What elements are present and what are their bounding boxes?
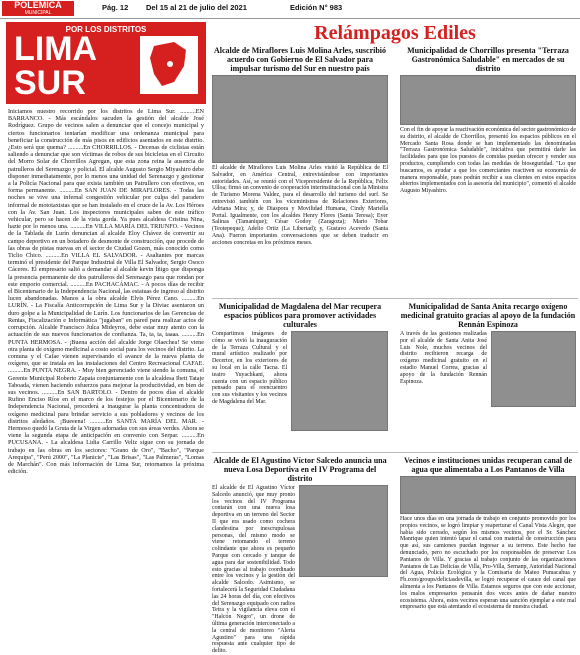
edition-dates: Del 15 al 21 de julio del 2021 [146,3,247,12]
section-divider [212,298,578,299]
article-headline: Alcalde de El Agustino Víctor Salcedo anuncia una nueva Losa Deportiva en el IV Programa del distrito [213,456,387,483]
page-number: Pág. 12 [102,3,129,12]
article-headline: Municipalidad de Magdalena del Mar recupera espacios públicos para promover actividades culturales [218,302,382,329]
article-pantanos-de-villa [400,456,576,642]
article-magdalena [212,302,388,450]
article-body: Hace unos días en una jornada de trabajo en conjunto promovido por los propios vecinos, se logró limpiar y reaperturar el Canal Vista Alegre, que había sido cerrado, según los mismos vecinos, por el Sr. Sánchez Manrique quien intentó tapar el canal con material de construcción para que así, sus camiones puedan ingresar a su terreno. Este hecho fue denunciado, pero no escuchado por los responsables de preservar Los Pantanos de Villa. Y gracias al trabajo conjunto de las organizaciones Pantanos de Las Delicias de Villa, Pro-Villa, Sernanp, Autoridad Nacional del Agua, Policía Ecológica y la Comisaría de Mateo Pumacahua y Fb.com/groups/deliciasdevilla, se logró recuperar el cauce del canal que alimenta a los Pantanos de Villa. Estamos seguros que con este accionar, los malos empresarios pensarán dos veces antes de dañar nuestro ecosistema. Ahora, estos vecinos esperan una sanción ejemplar a este mal empresario que está atentando el ecosistema de nuestra ciudad. [400,516,576,611]
article-headline: Municipalidad de Santa Anita recargo oxígeno medicinal gratuito gracias al apoyo de la fundación Rennán Espinoza [400,302,576,329]
article-headline: Vecinos e instituciones unidas recuperan canal de agua que alimentaba a Los Pantanos de Villa [403,456,572,474]
page-header [0,0,580,19]
article-body: Con el fin de apoyar la reactivación económica del sector gastronómico de su distrito, el alcalde de Chorrillos, presentó los espacios públicos en el Mercado Santa Rosa donde se han implementado las denominadas "Terraza Gastronómica Saludable", iniciativa que permitirá darle las facilidades para que los puestos de comidas puedan ofrecer y vender sus productos, cumpliendo con todas las medidas de bioseguridad. "Lo que buscamos, es ayudar a que los comerciantes reactiven su economía de manera responsable, pues podrán recibir a sus clientes en estos espacios abiertos implementados con la asesoría del municipio", comentó el alcalde Augusto Miyashiro. [400,127,576,195]
lima-sur-title: LIMA SUR [14,30,96,102]
photo [212,75,388,163]
photo [299,485,388,577]
photo [291,331,388,431]
newspaper-logo [2,1,74,16]
logo-subtitle: MUNICIPAL [24,10,52,16]
right-articles [212,46,578,655]
lima-sur-banner [6,22,206,104]
article-body: Compartimos imágenes de cómo se vivió la inauguración de la Terraza Cultural y el mural artístico realizado por Decertor, en los exteriores de su local en la calle Tacna. El teatro Yuyachkani, ahora cuenta con un espacio público pensado para el reencuentro con sus visitantes y los vecinos de Magdalena del Mar. [212,331,288,405]
section-banner: Relámpagos Ediles [314,22,476,44]
lima-sur-column [2,22,210,642]
article-headline: Alcalde de Miraflores Luis Molina Arles, suscribió acuerdo con Gobierno de El Salvador para impulsar turismo del Sur en nuestro país [213,46,387,73]
article-miraflores [212,46,388,296]
edition-number: Edición N° 983 [290,3,343,12]
lima-sur-subtitle: POR LOS DISTRITOS [65,25,147,34]
section-divider [212,452,578,453]
article-body: A través de las gestiones realizadas por el alcalde de Santa Anita José Luis Nole, muchos vecinos del distrito recibieron recarga de oxígeno medicinal gratuito en el estadio Manuel Correa, gracias al apoyo de la fundación Rennán Espinoza. [400,331,487,385]
article-body: El alcalde de El Agustino Víctor Salcedo anunció, que muy pronto los vecinos del IV Programa contarán con una nueva losa deportiva en un terreno del Sector II que era usado como cochera clandestina por inescrupulosas personas, del mismo modo se viene retomando el terreno colindante que ahora es pequeño Parque con cercado y tanque de agua para dar sostenibilidad. Todo esto gracias al trabajo coordinado entre los vecinos y la gestión del alcalde Salcedo. Asimismo, se fortalecerá la Seguridad Ciudadana las 24 horas del día, con efectivos del Serenazgo equipado con radios Tetra y la vigilancia eleva con el "Halcón Negro", un drone de última generación interconectado a la central de monitoreo "Alerta Agustino" para una rápida respuesta ante cualquier tipo de delito. [212,485,296,655]
photo [491,331,576,407]
article-body: El alcalde de Miraflores Luis Molina Arles visitó la República de El Salvador, en América Central, entrevistándose con importantes autoridades. Así, se reunió con el Viceprersidente de la República, Félix Ulloa; firmó un convenio de cooperación interinstitucional con la Ministra de Turismo Morena Valdez, para el desarrollo del turismo del surf. Se entrevistó también con los viceministras de Relaciones Exteriores, Adriana Mira; y, de Diaspora y Movilidad Humana, Cindy Mariella Portal. Igualmente, con los alcaldes Henry Flores (Santa Teresa); Ever Salinas (Tamanique); César Godoy (Zaragoza); Mario Tobar (Teotepeque); Adelio Ortiz (La Libertad); y, Gustavo Acevedo (Santa Ana). Fueron importantes conversaciones que se deben traducir en acciones concretas en los próximos meses. [212,165,388,246]
photo [400,476,576,514]
photo [400,75,576,125]
article-chorrillos [400,46,576,296]
lima-sur-body: Iniciamos nuestro recorrido por los distritos de Lima Sur. ..........EN BARRANCO. - Más escándalos sacuden la gestión del alcalde José Rodríguez. Grupo de vecinos salen a denunciar que el concejo municipal y ciertos funcionarios tentarían modificar una ordenanza municipal para beneficiar la construcción de más pisos en edificios asentados en este distrito. ¿Esto será que quema? ..........En CHORRILLOS. - Decenas de ciclistas están saliendo a denunciar que son víctimas de robos de sus bicicletas en el Circuito del Morro Solar de Chorrillos Agregan, que esta zona reina la ausencia de patrulleros del Serenazgo y policial. El alcalde Augusto Sergio Miyashiro debe disponer inmediatamente, por lo menos una unidad del Serenazgo y gestionar a la Policía Nacional para que exista también un Patrullero con efectivos, en forma permanente. ..........En SAN JUAN DE MIRAFLORES. - Todas las noches se vive una infernal congestión vehicular por culpa del paradero informal de mototaxistas que se han instalado en el cruce de la Av. Los Héroes con la Av. San Juan. Los inspectores municipales saben de este tráfico vehicular, pero se hacen de la vista gorda. Ya pues alcaldesa Cristina Nina, hazte por lo menos una. ..........En VILLA MARÍA DEL TRIUNFO. - Vecinos de la Tablada de Lurín denuncian al alcalde Eloy Chávez de convertir su campo deportivo en un botadero de desmonte de construcción, que procede de las obras de pistas nuevas en el sector de Ciudad Gozen, más conocido como Ticlio Chico. ..........En VILLA EL SALVADOR. - Asaltantes por marcas terminó el presidente del Parque Industrial de Villa El Salvador, Sergio Osoco Cáceres. El empresario salió a demandar al alcalde kevin Íñigo que disponga la presencia permanente de dos patrulleros del Serenazgo para que rondan por este emporio comercial. ..........En PACHACÁMAC. - A pocos días de recibir el Bicentenario de la Independencia Nacional, las estatuas de ingreso al distrito lucen abandonadas. Manos a la obra alcalde Elvis Pérez Cano. ..........En LURÍN. - La Fiscalía Anticorrupción de Lima Sur y la Diviac asentaron un duro golpe a la Municipalidad de Lurín. Los funcionarios de las Gerencias de Rentas, Fiscalización e Informática "jugaban" en pared para realizar actos de corrupción. Alcalde Francisco Julca Mideyros, debe estar muy atento con la actuación de sus nuevos funcionarios de confianza. Ta, ta, ta, taaaa. ..........En PUNTA HERMOSA. - ¡Buena acción del alcalde Jorge Olaechea! Se viene otra planta de oxígeno medicinal a costo social para los vecinos del distrito. La comuna y el Cafae vienen supervisando el avance de la nueva planta de oxígeno, que se instala en las instalaciones del Centro Recreacional CAFAE. ..........En PUNTA NEGRA. - Muy bien gerenciado viene siendo la comuna, el Gerente Municipal Roberto Zapata conjuntamente con la alcaldesa Ibett Tataje Taboada, vienen haciendo esfuerzos para mejorar la productividad, en bien de sus vecinos. ..........En SAN BARTOLO. - Dentro de pocos días el alcalde Rufino Enciso Ríos en el marco de los festejos por el Bicentenario de la Independencia Nacional, procederá a inaugurar la planta concentradora de oxígeno medicinal para brindar servicio a sus pobladores y vecinos de los distritos aledaños. ¡Bueeena! ..........En SANTA MARÍA DEL MAR. - Hermoso quedó la Gruta de la Virgen adornadas con sus áreas verdes. Ahora se viene la segunda etapa de anticipación en convenio con Serpar. ..........En PUCUSANA. - La alcaldesa Lidia Carrillo Veliz sigue con su jornada de trabajo en las obras en los sectores: "Grano de Oro", "Bacho", "Parque Arequipa", "Perú 2000", "La Planicie", "Las Brisas", "Las Palmeras", "Lomas de Marchán". Con más información de Lima Sur, retornamos la próxima edición. [8,108,204,476]
article-headline: Municipalidad de Chorrillos presenta "Terraza Gastronómica Saludable" en mercados de su distrito [407,46,569,73]
article-el-agustino [212,456,388,655]
peru-map-icon [140,36,198,94]
article-santa-anita [400,302,576,450]
logo-title: POLÉMICA [14,0,62,10]
